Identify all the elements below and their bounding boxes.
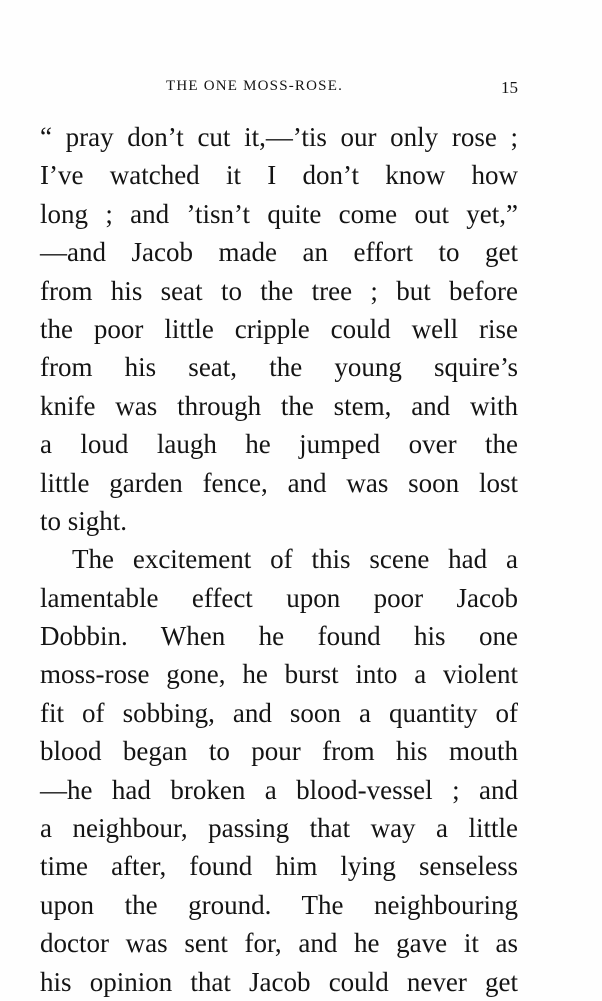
text-line: from his seat to the tree ; but before xyxy=(40,275,518,306)
text-line: time after, found him lying senseless xyxy=(40,851,518,882)
text-line: a neighbour, passing that way a little xyxy=(40,813,518,844)
text-line: his opinion that Jacob could never get xyxy=(40,966,518,997)
text-line: little garden fence, and was soon lost xyxy=(40,467,518,498)
running-head-title: THE ONE MOSS-ROSE. xyxy=(166,78,344,94)
page-number: 15 xyxy=(501,78,518,97)
text-line: —he had broken a blood-vessel ; and xyxy=(40,774,518,805)
text-line: knife was through the stem, and with xyxy=(40,390,518,421)
text-line: long ; and ’tisn’t quite come out yet,” xyxy=(40,198,518,229)
text-line: moss-rose gone, he burst into a violent xyxy=(40,659,518,690)
text-line: a loud laugh he jumped over the xyxy=(40,429,518,460)
text-line: fit of sobbing, and soon a quantity of xyxy=(40,697,518,728)
body-text xyxy=(40,118,518,1001)
text-line: from his seat, the young squire’s xyxy=(40,352,518,383)
text-line: Dobbin. When he found his one xyxy=(40,621,518,652)
text-line: I’ve watched it I don’t know how xyxy=(40,160,518,191)
text-line: —and Jacob made an effort to get xyxy=(40,237,518,268)
text-line: lamentable effect upon poor Jacob xyxy=(40,582,518,613)
text-line: “ pray don’t cut it,—’tis our only rose ; xyxy=(40,122,518,152)
running-head xyxy=(40,78,518,102)
paragraph-start-line: The excitement of this scene had a xyxy=(72,544,518,575)
paragraph-end-line: to sight. xyxy=(40,505,128,536)
text-line: the poor little cripple could well rise xyxy=(40,313,518,344)
text-line: doctor was sent for, and he gave it as xyxy=(40,928,518,959)
text-line: upon the ground. The neighbouring xyxy=(40,889,518,920)
text-line: blood began to pour from his mouth xyxy=(40,736,518,767)
